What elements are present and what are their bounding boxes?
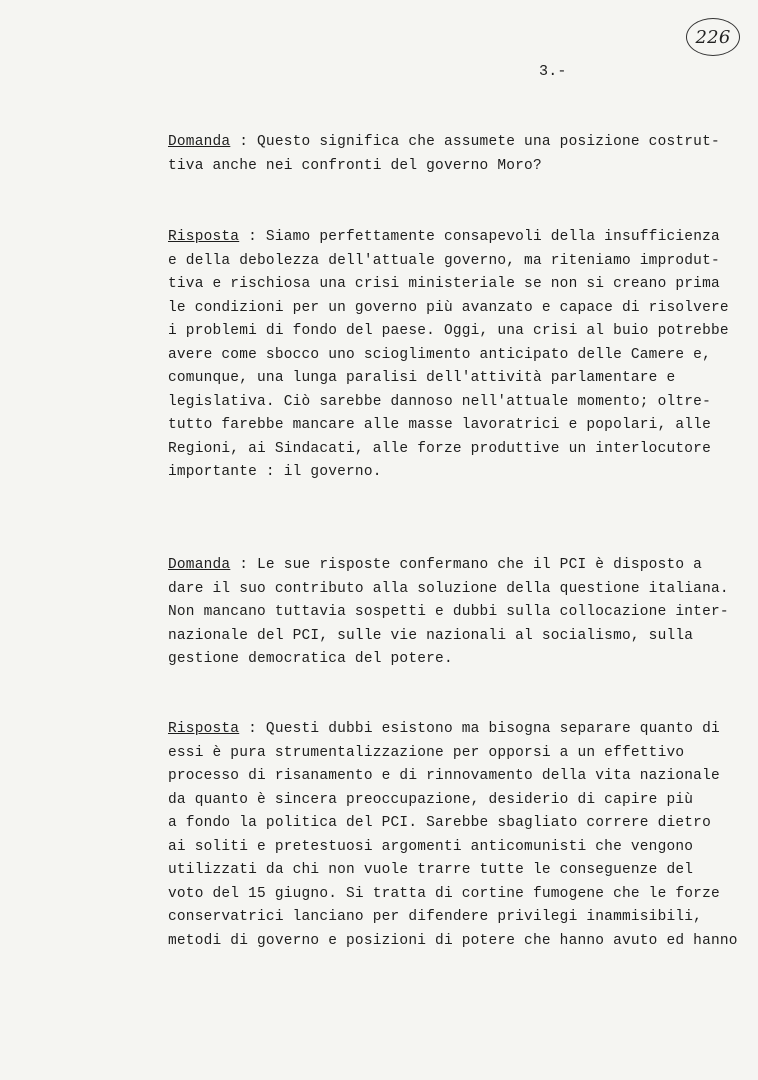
text-line: tutto farebbe mancare alle masse lavoratrici e popolari, alle xyxy=(168,417,711,433)
text-line: Domanda : Le sue risposte confermano che il PCI è disposto a xyxy=(168,557,703,573)
text-line: metodi di governo e posizioni di potere che hanno avuto ed hanno xyxy=(168,932,738,949)
text-line: a fondo la politica del PCI. Sarebbe sbagliato correre dietro xyxy=(168,815,711,831)
text-line: gestione democratica del potere. xyxy=(168,651,453,667)
text-line: e della debolezza dell'attuale governo, ma riteniamo improdut- xyxy=(168,252,720,269)
text-line: conservatrici lanciano per difendere privilegi inammisibili, xyxy=(168,909,703,925)
text-line: tiva e rischiosa una crisi ministeriale se non si creano prima xyxy=(168,276,720,292)
text-line: avere come sbocco uno scioglimento anticipato delle Camere e, xyxy=(168,346,711,363)
text-line: importante : il governo. xyxy=(168,464,382,480)
text-line: legislativa. Ciò sarebbe dannoso nell'attuale momento; oltre- xyxy=(168,393,711,410)
text-line: ai soliti e pretestuosi argomenti anticomunisti che vengono xyxy=(168,838,694,855)
page-stamp: 226 xyxy=(686,18,740,56)
answer-label: Risposta xyxy=(168,229,240,245)
text-line: i problemi di fondo del paese. Oggi, una crisi al buio potrebbe xyxy=(168,323,729,339)
text-line: essi è pura strumentalizzazione per opporsi a un effettivo xyxy=(168,744,685,761)
text-line: utilizzati da chi non vuole trarre tutte le conseguenze del xyxy=(168,862,694,878)
text-line: Non mancano tuttavia sospetti e dubbi sulla collocazione inter- xyxy=(168,604,729,620)
answer-block xyxy=(168,226,748,485)
text-line: le condizioni per un governo più avanzato e capace di risolvere xyxy=(168,299,729,316)
question-block xyxy=(168,131,748,178)
page-number: 3.- xyxy=(539,63,567,80)
text-line: comunque, una lunga paralisi dell'attività parlamentare e xyxy=(168,370,676,386)
question-block xyxy=(168,554,748,672)
question-label: Domanda xyxy=(168,134,231,150)
text-line: Domanda : Questo significa che assumete una posizione costrut- xyxy=(168,134,720,150)
text-line: nazionale del PCI, sulle vie nazionali al socialismo, sulla xyxy=(168,627,694,644)
text-line: processo di risanamento e di rinnovamento della vita nazionale xyxy=(168,768,720,784)
text-line: Risposta : Questi dubbi esistono ma bisogna separare quanto di xyxy=(168,721,720,737)
answer-label: Risposta xyxy=(168,721,240,737)
text-line: voto del 15 giugno. Si tratta di cortine fumogene che le forze xyxy=(168,885,720,902)
answer-block xyxy=(168,718,748,953)
question-label: Domanda xyxy=(168,557,231,573)
text-line: Risposta : Siamo perfettamente consapevoli della insufficienza xyxy=(168,229,720,245)
text-line: da quanto è sincera preoccupazione, desiderio di capire più xyxy=(168,791,694,808)
text-line: tiva anche nei confronti del governo Moro? xyxy=(168,157,542,174)
text-line: Regioni, ai Sindacati, alle forze produttive un interlocutore xyxy=(168,440,711,457)
text-line: dare il suo contributo alla soluzione della questione italiana. xyxy=(168,580,729,597)
